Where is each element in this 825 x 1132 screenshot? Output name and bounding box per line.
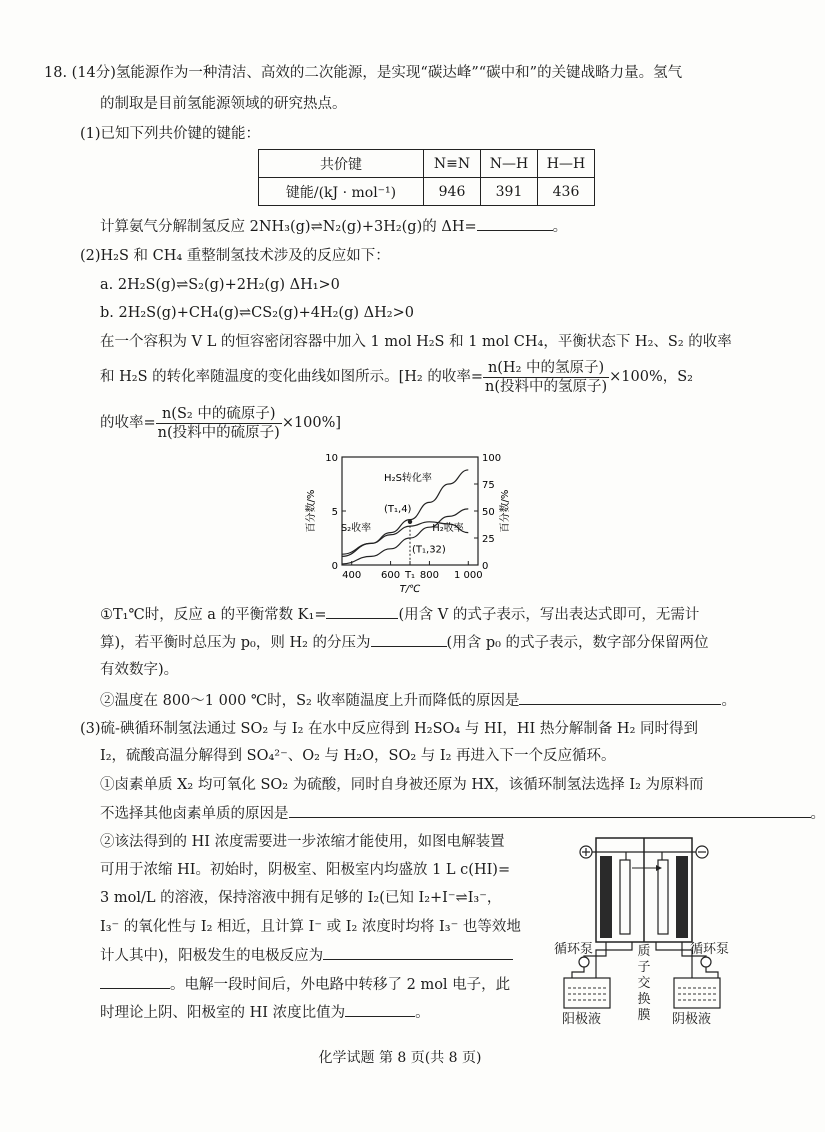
table-cell: 键能/(kJ · mol⁻¹) <box>259 178 424 206</box>
left-pump-label: 循环泵 <box>554 942 594 957</box>
table-cell: N—H <box>481 150 538 178</box>
q3-2-line-5: 计人其中)，阳极发生的电极反应为 <box>100 945 513 966</box>
table-cell: 共价键 <box>259 150 424 178</box>
q2-1-line-3: 有效数字)。 <box>100 662 179 678</box>
anode-electrode <box>600 856 612 938</box>
q3-2-line-7: 时理论上阴、阳极室的 HI 浓度比值为 。 <box>100 1002 430 1023</box>
y-right-tick-label: 100 <box>482 453 502 464</box>
question-line-2: 的制取是目前氢能源领域的研究热点。 <box>100 96 347 112</box>
q2-1-line-2: 算)，若平衡时总压为 p₀，则 H₂ 的分压为 (用含 p₀ 的式子表示，数字部分保留两位 <box>100 632 709 653</box>
arrow-icon <box>656 865 662 871</box>
x-axis-label: T/℃ <box>399 584 421 595</box>
q3-2-line-1: ②该法得到的 HI 浓度需要进一步浓缩才能使用，如图电解装置 <box>100 834 505 850</box>
answer-blank-electrode-cont <box>100 974 170 989</box>
part1-title: (1)已知下列共价键的键能： <box>80 126 261 142</box>
answer-blank-electrode <box>323 945 513 960</box>
annotation-t1-4: (T₁,4) <box>384 503 412 515</box>
q3-2-line-4: I₃⁻ 的氧化性与 I₂ 相近，且计算 I⁻ 或 I₂ 浓度时均将 I₃⁻ 也等效地 <box>100 919 521 935</box>
membrane-label: 质 子 交 换 膜 <box>637 944 651 1023</box>
q2-2: ②温度在 800～1 000 ℃时，S₂ 收率随温度上升而降低的原因是 。 <box>100 690 736 711</box>
y-right-tick-label: 0 <box>482 561 489 572</box>
part2-title: (2)H₂S 和 CH₄ 重整制氢技术涉及的反应如下： <box>80 248 390 264</box>
t1-point <box>408 520 412 524</box>
bond-energy-table <box>258 149 595 206</box>
series-label-1: S₂收率 <box>340 523 372 534</box>
x-tick-label: 400 <box>342 570 362 581</box>
part2-desc-1: 在一个容积为 V L 的恒容密闭容器中加入 1 mol H₂S 和 1 mol CH₄，平衡状态下 H₂、S₂ 的收率 <box>100 334 732 350</box>
y-left-axis-label: 百分数/% <box>306 489 317 533</box>
q3-2-line-3: 3 mol/L 的溶液，保持溶液中拥有足够的 I₂(已知 I₂+I⁻⇌I₃⁻， <box>100 890 502 906</box>
answer-blank-pressure <box>371 632 447 647</box>
series-label-0: H₂S转化率 <box>384 473 432 484</box>
reaction-a: a. 2H₂S(g)⇌S₂(g)+2H₂(g) ΔH₁>0 <box>100 277 340 293</box>
table-cell: 391 <box>481 178 538 206</box>
table-cell: H—H <box>538 150 595 178</box>
fraction-h2: $\frac{\text{n(H₂ 中的氢原子)}}{\text{n(投料中的氢原子)}}$ <box>484 359 608 395</box>
q3-1-line-1: ①卤素单质 X₂ 均可氧化 SO₂ 为硫酸，同时自身被还原为 HX，该循环制氢法选择 I₂ 为原料而 <box>100 777 704 793</box>
x-tick-label: 800 <box>419 570 439 581</box>
reaction-b: b. 2H₂S(g)+CH₄(g)⇌CS₂(g)+4H₂(g) ΔH₂>0 <box>100 305 414 321</box>
y-right-tick-label: 75 <box>482 480 495 491</box>
table-cell: 946 <box>424 178 481 206</box>
right-pump-label: 循环泵 <box>690 942 730 957</box>
answer-blank-ratio <box>345 1002 415 1017</box>
question-line-1: 18. (14分)氢能源作为一种清洁、高效的二次能源，是实现“碳达峰”“碳中和”的关键战略力量。氢气 <box>44 65 683 81</box>
q3-1-line-2: 不选择其他卤素单质的原因是 。 <box>100 803 825 824</box>
y-left-tick-label: 0 <box>331 561 338 572</box>
part2-desc-2: 和 H₂S 的转化率随温度的变化曲线如图所示。[H₂ 的收率= $\frac{\text{n(H₂ 中的氢原子)}}{\text{n(投料中的氢原子)}}$ ×100%，S₂ <box>100 359 693 395</box>
anode-tank <box>564 978 610 1008</box>
x-tick-label: 600 <box>381 570 401 581</box>
chart-series <box>342 470 468 565</box>
x-tick-label: 1 000 <box>453 570 483 581</box>
table-cell: N≡N <box>424 150 481 178</box>
yield-chart <box>300 447 520 597</box>
part3-line-2: I₂，硫酸高温分解得到 SO₄²⁻、O₂ 与 H₂O，SO₂ 与 I₂ 再进入下一个反应循环。 <box>100 748 616 764</box>
part1-ask: 计算氨气分解制氢反应 2NH₃(g)⇌N₂(g)+3H₂(g)的 ΔH= 。 <box>100 216 567 237</box>
table-cell: 436 <box>538 178 595 206</box>
part2-desc-3: 的收率= $\frac{\text{n(S₂ 中的硫原子)}}{\text{n(投料中的硫原子)}}$ ×100%] <box>100 405 342 441</box>
anode-tank-label: 阳极液 <box>562 1012 602 1027</box>
q2-1-line-1: ①T₁℃时，反应 a 的平衡常数 K₁= (用含 V 的式子表示，写出表达式即可，无需计 <box>100 604 699 625</box>
cathode-tank <box>674 978 720 1008</box>
y-right-tick-label: 50 <box>482 507 495 518</box>
fraction-s2: $\frac{\text{n(S₂ 中的硫原子)}}{\text{n(投料中的硫原子)}}$ <box>157 405 280 441</box>
y-left-tick-label: 5 <box>331 507 338 518</box>
page-footer: 化学试题 第 8 页(共 8 页) <box>318 1050 482 1066</box>
chart-labels <box>304 453 511 595</box>
x-tick-label: T₁ <box>404 570 416 581</box>
y-left-tick-label: 10 <box>325 453 338 464</box>
answer-blank-k1 <box>326 604 398 619</box>
y-right-axis-label: 百分数/% <box>500 489 511 533</box>
answer-blank <box>477 216 553 231</box>
q3-2-line-6: 。电解一段时间后，外电路中转移了 2 mol 电子，此 <box>100 974 510 995</box>
annotation-t1-32: (T₁,32) <box>412 544 446 556</box>
cathode-electrode <box>676 856 688 938</box>
answer-blank-reason <box>519 690 721 705</box>
answer-blank-halogen <box>289 803 811 818</box>
series-line-2 <box>342 509 468 564</box>
series-label-2: H₂收率 <box>432 523 464 534</box>
y-right-tick-label: 25 <box>482 534 495 545</box>
cathode-tank-label: 阴极液 <box>672 1012 712 1027</box>
q3-2-line-2: 可用于浓缩 HI。初始时，阴极室、阳极室内均盛放 1 L c(HI)= <box>100 862 511 878</box>
part3-line-1: (3)硫-碘循环制氢法通过 SO₂ 与 I₂ 在水中反应得到 H₂SO₄ 与 HI，HI 热分解制备 H₂ 同时得到 <box>80 721 698 737</box>
